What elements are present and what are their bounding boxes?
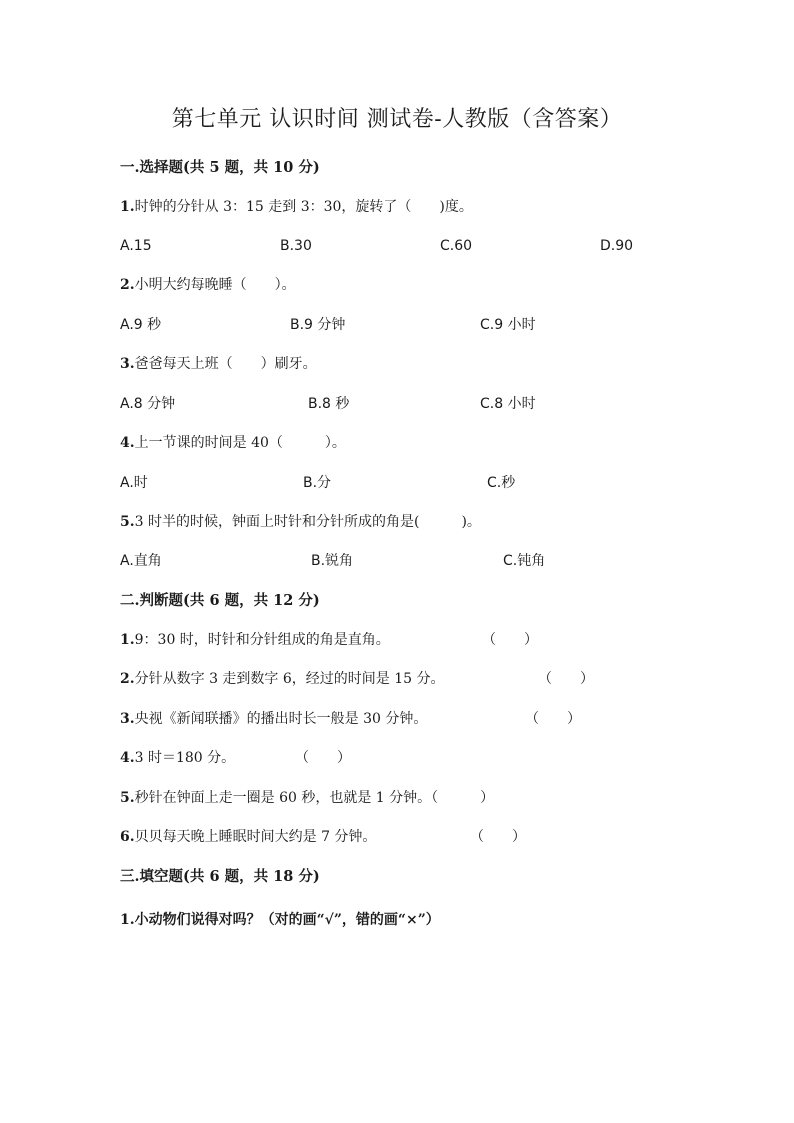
question-number: 4. [120, 750, 135, 766]
choice-q1-option-b: B.30 [280, 238, 312, 254]
choice-q1-option-a: A.15 [120, 238, 152, 254]
question-number: 5. [120, 790, 135, 806]
choice-q3-option-a: A.8 分钟 [120, 396, 176, 412]
question-number: 4. [120, 435, 135, 451]
question-number: 3. [120, 711, 135, 727]
section-heading-fill: 三.填空题(共 6 题，共 18 分) [120, 868, 320, 885]
choice-q3-option-c: C.8 小时 [480, 396, 536, 412]
choice-q4-option-c: C.秒 [487, 475, 516, 491]
judge-question-4 [120, 748, 235, 768]
judge-question-3 [120, 709, 427, 729]
page-title: 第七单元 认识时间 测试卷-人教版（含答案） [171, 107, 623, 132]
question-number: 1. [120, 912, 135, 928]
judge-question-2 [120, 669, 445, 689]
question-text: 分针从数字 3 走到数字 6，经过的时间是 15 分。 [134, 671, 445, 687]
question-text: 时钟的分针从 3：15 走到 3：30，旋转了（ )度。 [134, 199, 473, 215]
choice-question-1 [120, 197, 473, 217]
question-text: 上一节课的时间是 40（ ）。 [134, 435, 346, 451]
question-number: 6. [120, 829, 135, 845]
judge-q1-answer-blank: （ ） [482, 632, 538, 648]
choice-q4-option-b: B.分 [303, 475, 332, 491]
judge-q6-answer-blank: （ ） [470, 829, 526, 845]
choice-question-2 [120, 275, 296, 295]
question-number: 3. [120, 356, 135, 372]
choice-q5-option-b: B.锐角 [311, 553, 354, 569]
question-text: 贝贝每天晚上睡眠时间大约是 7 分钟。 [134, 829, 377, 845]
choice-q5-option-a: A.直角 [120, 553, 162, 569]
choice-q2-option-b: B.9 分钟 [290, 317, 346, 333]
judge-question-1 [120, 630, 390, 650]
question-number: 2. [120, 671, 135, 687]
choice-question-4 [120, 433, 346, 453]
judge-q4-answer-blank: （ ） [295, 750, 351, 766]
question-text: 3 时半的时候，钟面上时针和分针所成的角是( )。 [134, 514, 481, 530]
choice-q1-option-c: C.60 [440, 238, 473, 254]
section-heading-choice: 一.选择题(共 5 题，共 10 分) [120, 159, 320, 176]
choice-question-5 [120, 512, 481, 532]
question-number: 1. [120, 632, 135, 648]
judge-q2-answer-blank: （ ） [538, 671, 594, 687]
choice-q4-option-a: A.时 [120, 475, 148, 491]
question-number: 5. [120, 514, 135, 530]
choice-question-3 [120, 354, 317, 374]
question-text: 秒针在钟面上走一圈是 60 秒，也就是 1 分钟。（ ） [134, 790, 495, 806]
judge-question-5 [120, 788, 494, 808]
question-number: 1. [120, 199, 135, 215]
question-text: 3 时＝180 分。 [134, 750, 236, 766]
judge-q3-answer-blank: （ ） [525, 711, 581, 727]
choice-q5-option-c: C.钝角 [503, 553, 546, 569]
question-number: 2. [120, 277, 135, 293]
question-text: 爸爸每天上班（ ）刷牙。 [134, 356, 317, 372]
fill-question-1 [120, 910, 440, 930]
question-text: 小明大约每晚睡（ ）。 [134, 277, 296, 293]
choice-q2-option-a: A.9 秒 [120, 317, 162, 333]
choice-q3-option-b: B.8 秒 [308, 396, 350, 412]
judge-question-6 [120, 827, 376, 847]
choice-q2-option-c: C.9 小时 [480, 317, 536, 333]
question-text: 小动物们说得对吗？（对的画“√”，错的画“×”） [134, 912, 440, 928]
question-text: 央视《新闻联播》的播出时长一般是 30 分钟。 [134, 711, 428, 727]
question-text: 9：30 时，时针和分针组成的角是直角。 [134, 632, 390, 648]
section-heading-judge: 二.判断题(共 6 题，共 12 分) [120, 592, 320, 609]
choice-q1-option-d: D.90 [600, 238, 634, 254]
